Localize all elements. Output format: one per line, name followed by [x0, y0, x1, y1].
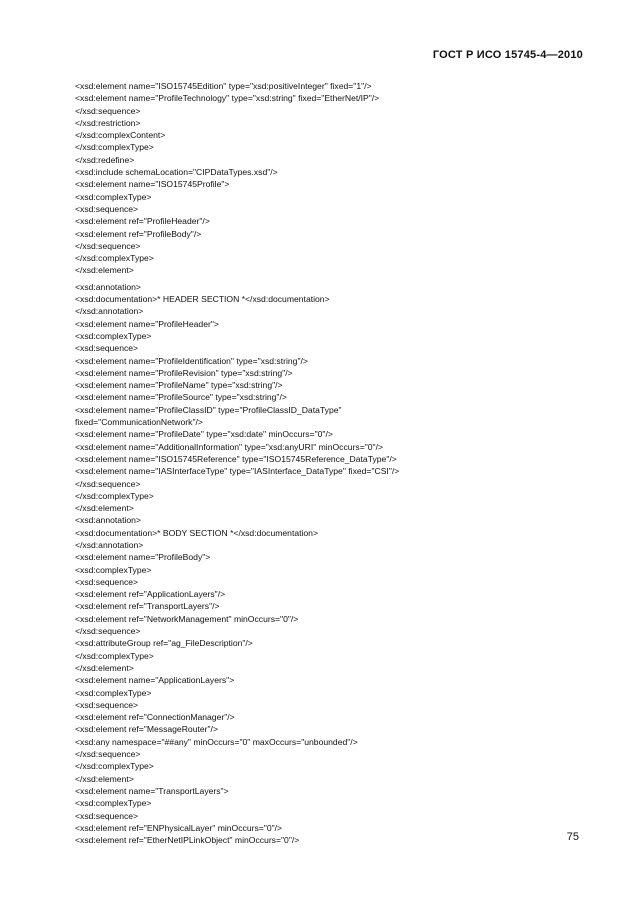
code-line: <xsd:element ref="ENPhysicalLayer" minOccurs="0"/>	[75, 822, 283, 833]
code-line: <xsd:element name="ISO15745Profile">	[75, 179, 230, 190]
code-line: <xsd:complexType>	[75, 191, 152, 202]
code-line: </xsd:annotation>	[75, 539, 144, 550]
code-line: </xsd:complexType>	[75, 650, 154, 661]
code-line: <xsd:element name="ProfileRevision" type="xsd:string"/>	[75, 367, 293, 378]
code-line: <xsd:complexType>	[75, 564, 152, 575]
code-line: </xsd:restriction>	[75, 117, 141, 128]
code-block-1	[75, 80, 585, 277]
code-line: </xsd:element>	[75, 503, 134, 514]
code-line: <xsd:element name="ProfileBody">	[75, 552, 211, 563]
code-line: <xsd:sequence>	[75, 699, 139, 710]
code-line: <xsd:element name="ProfileName" type="xsd:string"/>	[75, 380, 283, 391]
code-line: <xsd:element name="ApplicationLayers">	[75, 675, 235, 686]
document-standard-header: ГОСТ Р ИСО 15745-4—2010	[432, 49, 583, 61]
code-block-2	[75, 281, 585, 847]
code-line: <xsd:element ref="ProfileHeader"/>	[75, 216, 210, 227]
code-line: </xsd:sequence>	[75, 105, 141, 116]
code-line: <xsd:element name="ISO15745Reference" type="ISO15745Reference_DataType"/>	[75, 453, 397, 464]
code-line: </xsd:element>	[75, 662, 134, 673]
code-line: </xsd:complexType>	[75, 761, 154, 772]
code-line: </xsd:complexContent>	[75, 130, 166, 141]
code-line: </xsd:complexType>	[75, 142, 154, 153]
code-line: <xsd:element ref="MessageRouter"/>	[75, 724, 218, 735]
code-line: <xsd:element name="ProfileSource" type="xsd:string"/>	[75, 392, 287, 403]
code-line: <xsd:element ref="ConnectionManager"/>	[75, 712, 235, 723]
code-line: </xsd:complexType>	[75, 490, 154, 501]
code-line: <xsd:sequence>	[75, 343, 139, 354]
xsd-code-listing	[75, 80, 585, 846]
code-line: <xsd:documentation>* HEADER SECTION *</xsd:documentation>	[75, 294, 330, 305]
code-line: </xsd:redefine>	[75, 154, 135, 165]
code-line: <xsd:element name="ISO15745Edition" type="xsd:positiveInteger" fixed="1"/>	[75, 81, 372, 91]
code-line: <xsd:element ref="EtherNetIPLinkObject" minOccurs="0"/>	[75, 835, 300, 846]
code-line: </xsd:complexType>	[75, 253, 154, 264]
code-line: <xsd:annotation>	[75, 281, 141, 292]
code-line: <xsd:element name="IASInterfaceType" type="IASInterface_DataType" fixed="CSI"/>	[75, 466, 400, 477]
code-line: </xsd:sequence>	[75, 626, 141, 637]
code-line: <xsd:attributeGroup ref="ag_FileDescription"/>	[75, 638, 253, 649]
page-number: 75	[566, 831, 579, 843]
code-line: </xsd:annotation>	[75, 306, 144, 317]
code-line: <xsd:include schemaLocation="CIPDataTypes.xsd"/>	[75, 167, 278, 178]
code-line: <xsd:any namespace="##any" minOccurs="0" maxOccurs="unbounded"/>	[75, 736, 358, 747]
code-line: <xsd:sequence>	[75, 576, 139, 587]
code-line: <xsd:complexType>	[75, 330, 152, 341]
code-line: <xsd:complexType>	[75, 687, 152, 698]
code-line: <xsd:element name="ProfileHeader">	[75, 318, 219, 329]
code-line: <xsd:element ref="ApplicationLayers"/>	[75, 589, 226, 600]
code-line: <xsd:element name="TransportLayers">	[75, 785, 229, 796]
code-line: </xsd:element>	[75, 773, 134, 784]
code-line: <xsd:element ref="ProfileBody"/>	[75, 228, 202, 239]
code-line: </xsd:sequence>	[75, 749, 141, 760]
code-line: <xsd:complexType>	[75, 798, 152, 809]
code-line: <xsd:element name="AdditionalInformation" type="xsd:anyURI" minOccurs="0"/>	[75, 441, 384, 452]
code-line: </xsd:element>	[75, 265, 134, 276]
code-line: <xsd:element name="ProfileClassID" type="ProfileClassID_DataType"	[75, 404, 342, 415]
code-line: fixed="CommunicationNetwork"/>	[75, 417, 203, 428]
code-line: <xsd:element name="ProfileDate" type="xsd:date" minOccurs="0"/>	[75, 429, 333, 440]
code-line: <xsd:documentation>* BODY SECTION *</xsd:documentation>	[75, 527, 318, 538]
code-line: <xsd:sequence>	[75, 203, 139, 214]
code-line: <xsd:element name="ProfileTechnology" type="xsd:string" fixed="EtherNet/IP"/>	[75, 93, 380, 104]
code-line: <xsd:element ref="TransportLayers"/>	[75, 601, 220, 612]
code-line: <xsd:element name="ProfileIdentification" type="xsd:string"/>	[75, 355, 308, 366]
code-line: </xsd:sequence>	[75, 240, 141, 251]
code-line: <xsd:element ref="NetworkManagement" minOccurs="0"/>	[75, 613, 299, 624]
code-line: </xsd:sequence>	[75, 478, 141, 489]
code-line: <xsd:sequence>	[75, 810, 139, 821]
code-line: <xsd:annotation>	[75, 515, 141, 526]
